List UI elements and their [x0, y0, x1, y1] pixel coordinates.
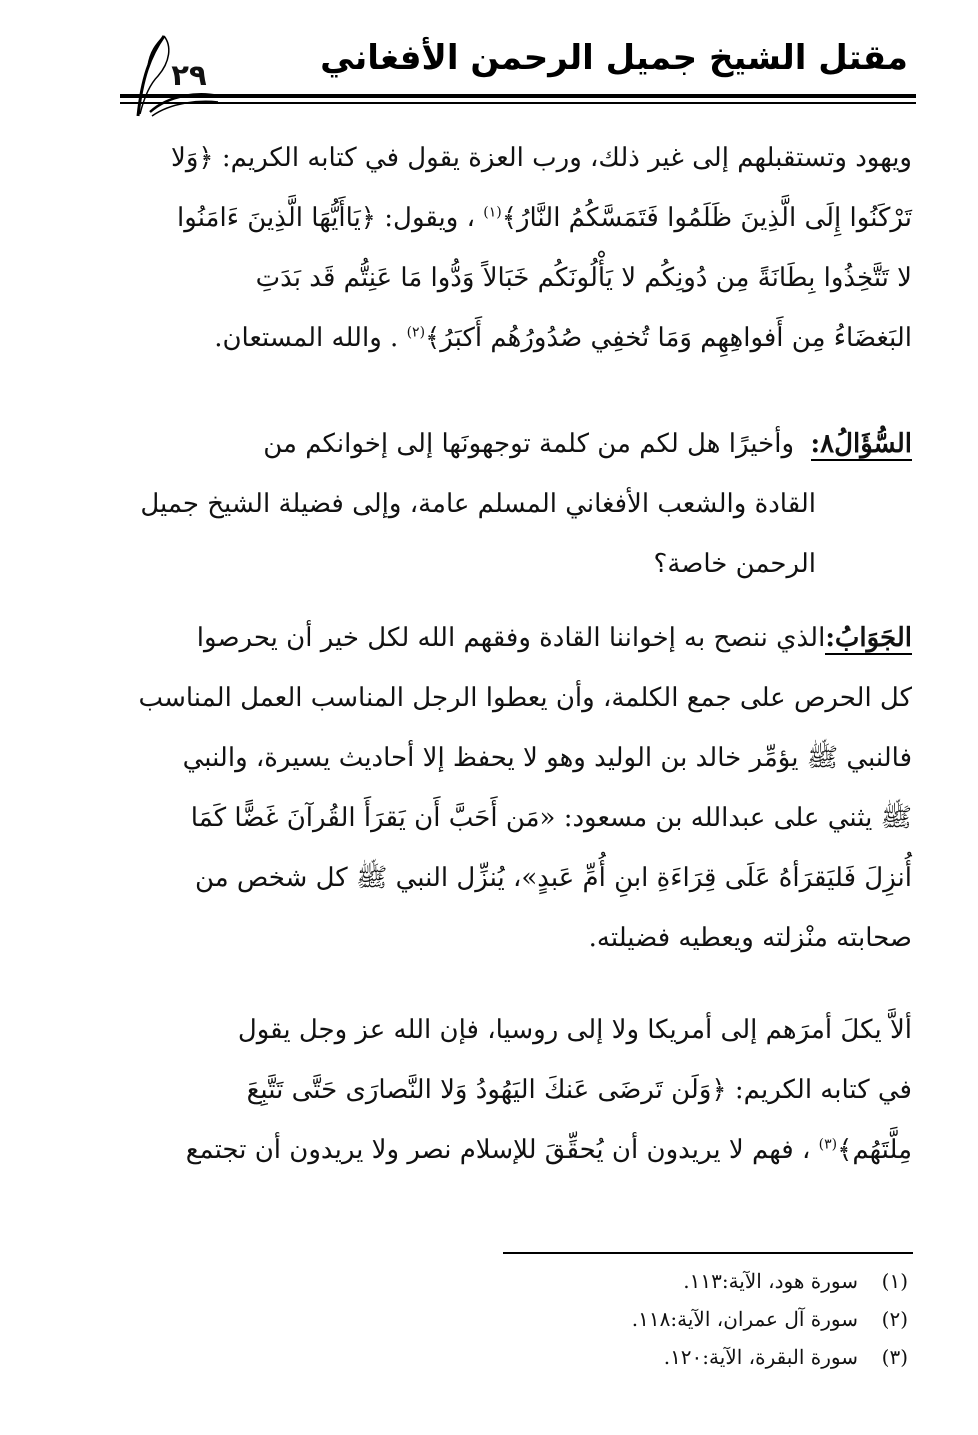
footnote-ref: (٢)	[406, 324, 426, 341]
text-line: الرحمن خاصة؟	[653, 549, 816, 579]
text-line: ويهود وتستقبلهم إلى غير ذلك، ورب العزة يقول في كتابه الكريم: ﴿وَلا	[171, 143, 912, 173]
text-line: القادة والشعب الأفغاني المسلم عامة، وإلى فضيلة الشيخ جميل	[140, 489, 816, 519]
text-line: في كتابه الكريم: ﴿وَلَن تَرضَى عَنكَ اليَهُودُ وَلا النَّصارَى حَتَّى تَتَّبِعَ	[246, 1075, 912, 1105]
text-line: أُنزِلَ فَليَقرَأهُ عَلَى قِرَاءَةِ ابنِ أُمِّ عَبدٍ»، يُنزِّل النبي ﷺ كل شخص من	[194, 863, 912, 893]
text-line: السُّؤَالُ٨: وأخيرًا هل لكم من كلمة توجهونَها إلى إخوانكم من	[263, 429, 912, 459]
paragraph-closing	[186, 1000, 912, 1180]
question-8	[140, 414, 912, 594]
answer-paragraph	[139, 608, 912, 968]
text-line: ﷺ يثني على عبدالله بن مسعود: «مَن أَحَبَّ أَن يَقرَأَ القُرآنَ غَضًّا كَمَا	[190, 803, 912, 833]
footnote-rule	[503, 1252, 913, 1254]
footnote: (١)سورة هود، الآية:١١٣.	[683, 1269, 908, 1293]
question-label: السُّؤَالُ٨:	[810, 429, 912, 459]
running-title: مقتل الشيخ جميل الرحمن الأفغاني	[320, 38, 908, 78]
header-rule-thick	[120, 94, 916, 98]
footnote-ref: (١)	[483, 204, 502, 221]
footnote-ref: (٣)	[818, 1136, 838, 1153]
text-line: مِلَّتَهُم﴾$^{(٣)}$ ، فهم لا يريدون أن يُحقِّقَ للإسلام نصر ولا يريدون أن تجتمع	[185, 1135, 912, 1165]
footnotes	[632, 1262, 908, 1376]
text-line: تَرْكَنُوا إِلَى الَّذِينَ ظَلَمُوا فَتَمَسَّكُمُ النَّارُ﴾$^{(١)}$ ، ويقول: ﴿يَاأَيُّهَا الَّذِينَ ءَامَنُوا	[177, 203, 912, 233]
text-line: الجَوَابُ:الذي ننصح به إخواننا القادة وفقهم الله لكل خير أن يحرصوا	[196, 623, 912, 653]
text-line: كل الحرص على جمع الكلمة، وأن يعطوا الرجل المناسب العمل المناسب	[138, 683, 912, 713]
text-line: صحابته منْزلته ويعطيه فضيلته.	[588, 923, 912, 953]
footnote: (٢)سورة آل عمران، الآية:١١٨.	[631, 1307, 908, 1331]
answer-label: الجَوَابُ:	[825, 623, 912, 653]
text-line: فالنبي ﷺ يؤمِّر خالد بن الوليد وهو لا يحفظ إلا أحاديث يسيرة، والنبي	[182, 743, 912, 773]
footnote: (٣)سورة البقرة، الآية:١٢٠.	[663, 1345, 908, 1369]
header-rule-thin	[120, 102, 916, 104]
text-line: البَغضَاءُ مِن أَفواهِهِم وَمَا تُخفِي صُدُورُهُم أَكبَرُ﴾$^{(٢)}$ . والله المستعان.	[214, 323, 912, 353]
paragraph-quran-quote	[171, 128, 912, 368]
text-line: ألاَّ يكلَ أمرَهم إلى أمريكا ولا إلى روسيا، فإن الله عز وجل يقول	[237, 1015, 912, 1045]
text-line: لا تَتَّخِذُوا بِطَانَةً مِن دُونِكُم لا يَأْلُونَكُم خَبَالاً وَدُّوا مَا عَنِتُّم قَد بَدَتِ	[255, 263, 912, 293]
page-number: ٢٩	[171, 58, 207, 92]
